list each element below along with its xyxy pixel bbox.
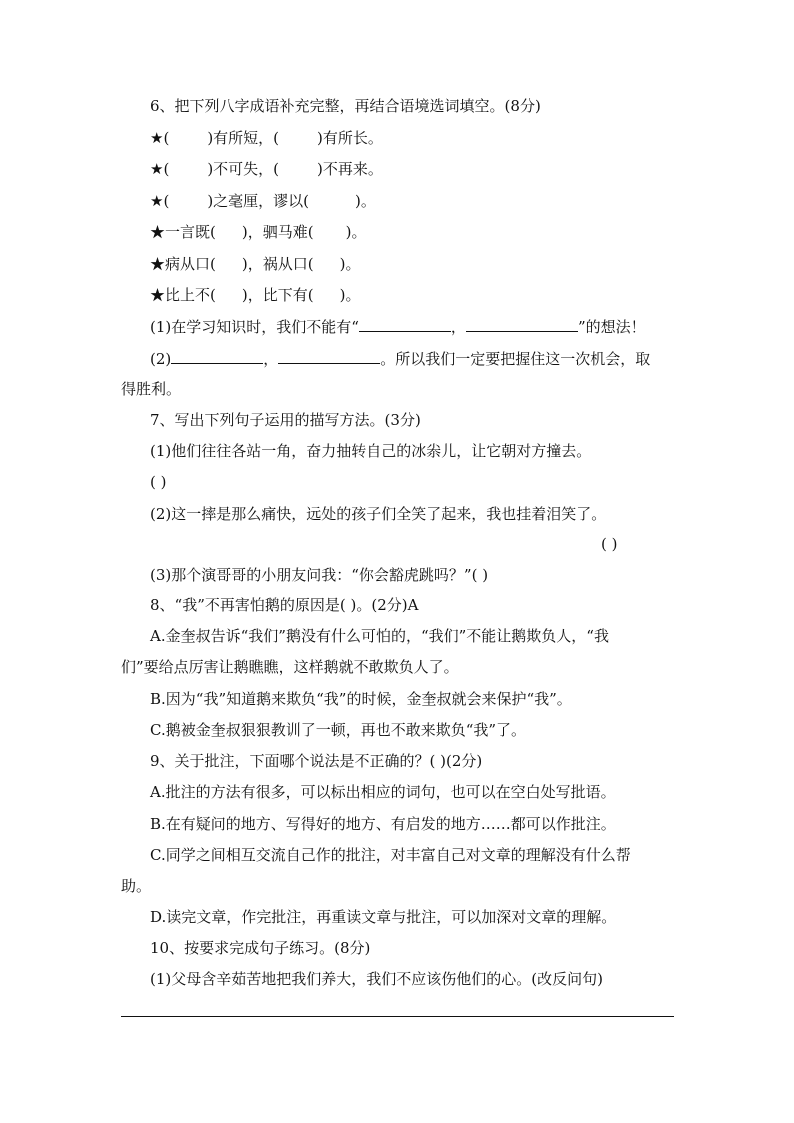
q6-sentence-1: (1)在学习知识时，我们不能有“ ， ”的想法！ (150, 318, 646, 336)
answer-blank[interactable] (359, 316, 451, 332)
footer-rule (121, 1016, 674, 1017)
q8-option-b: B.因为“我”知道鹅来欺负“我”的时候，金奎叔就会来保护“我”。 (150, 690, 572, 708)
q9-title: 9、关于批注，下面哪个说法是不正确的？( )(2分) (150, 752, 483, 770)
q6-item-4: ★一言既( )，驷马难( )。 (150, 223, 367, 241)
q6-item-6: ★比上不( )，比下有( )。 (150, 286, 361, 304)
answer-blank[interactable] (171, 348, 263, 364)
star-icon: ★ (150, 160, 164, 178)
q6-item-5: ★病从口( )，祸从口( )。 (150, 255, 361, 273)
q6-item-3: ★( )之毫厘，谬以( )。 (150, 192, 376, 210)
q9-option-c: C.同学之间相互交流自己作的批注，对丰富自己对文章的理解没有什么帮 (150, 846, 631, 864)
q6-title: 6、把下列八字成语补充完整，再结合语境选词填空。(8分) (150, 97, 541, 115)
q8-option-a-cont: 们”要给点厉害让鹅瞧瞧，这样鹅就不敢欺负人了。 (121, 658, 459, 676)
q9-option-c-cont: 助。 (121, 877, 152, 895)
q6-item-1: ★( )有所短，( )有所长。 (150, 129, 383, 147)
answer-blank[interactable] (466, 316, 578, 332)
star-icon: ★ (150, 129, 164, 147)
q7-answer-2[interactable]: ( ) (601, 535, 618, 553)
q6-item-2: ★( )不可失，( )不再来。 (150, 160, 383, 178)
q7-sentence-1: (1)他们往往各站一角，奋力抽转自己的冰尜儿，让它朝对方撞去。 (150, 442, 592, 460)
q7-title: 7、写出下列句子运用的描写方法。(3分) (150, 411, 421, 429)
q6-sentence-2: (2) ， 。所以我们一定要把握住这一次机会，取 (150, 350, 651, 368)
star-icon: ★ (150, 192, 164, 210)
q10-sentence-1: (1)父母含辛茹苦地把我们养大，我们不应该伤他们的心。(改反问句) (150, 970, 603, 988)
star-icon: ★ (150, 255, 166, 273)
star-icon: ★ (150, 286, 166, 304)
q6-sentence-2-cont: 得胜利。 (121, 380, 182, 398)
q7-sentence-3: (3)那个演哥哥的小朋友问我：“你会豁虎跳吗？”( ) (150, 566, 489, 584)
q8-option-c: C.鹅被金奎叔狠狠教训了一顿，再也不敢来欺负“我”了。 (150, 721, 527, 739)
star-icon: ★ (150, 223, 166, 241)
q9-option-b: B.在有疑问的地方、写得好的地方、有启发的地方……都可以作批注。 (150, 815, 616, 833)
answer-blank[interactable] (278, 348, 380, 364)
q9-option-a: A.批注的方法有很多，可以标出相应的词句，也可以在空白处写批语。 (150, 783, 616, 801)
q9-option-d: D.读完文章，作完批注，再重读文章与批注，可以加深对文章的理解。 (150, 908, 617, 926)
q8-option-a: A.金奎叔告诉“我们”鹅没有什么可怕的，“我们”不能让鹅欺负人，“我 (150, 627, 609, 645)
q10-title: 10、按要求完成句子练习。(8分) (150, 939, 371, 957)
q7-answer-1[interactable]: ( ) (150, 473, 167, 491)
q8-title: 8、“我”不再害怕鹅的原因是( )。(2分)A (150, 596, 419, 614)
q7-sentence-2: (2)这一摔是那么痛快，远处的孩子们全笑了起来，我也挂着泪笑了。 (150, 505, 607, 523)
